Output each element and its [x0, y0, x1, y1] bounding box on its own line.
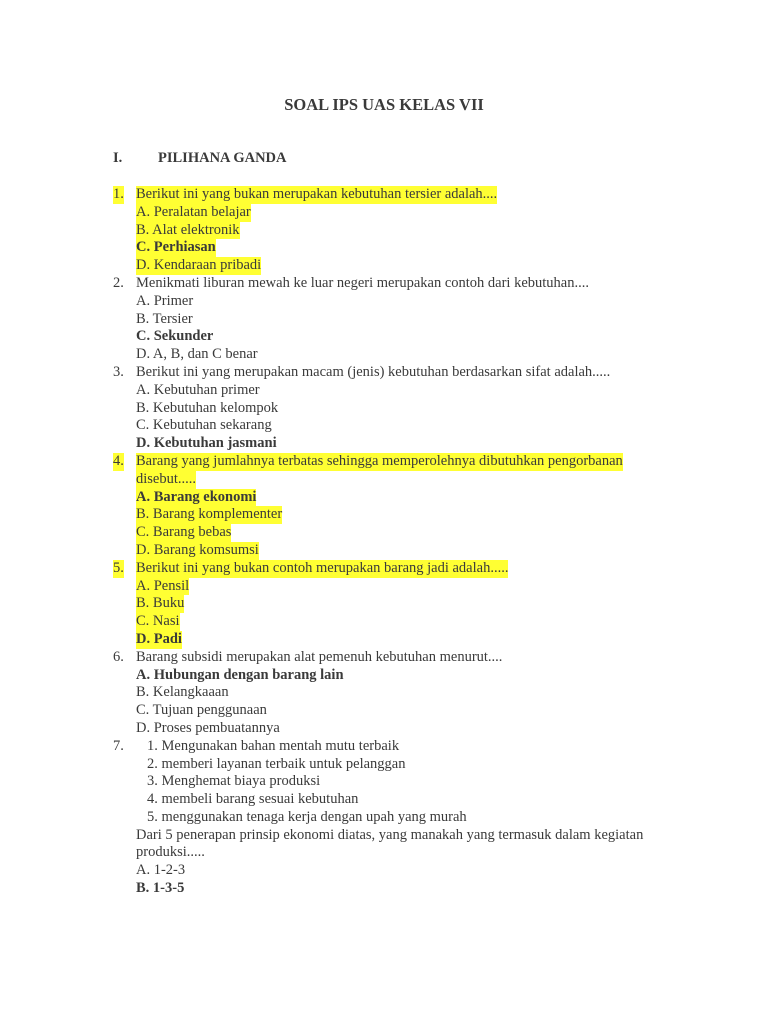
question-3 [113, 364, 673, 382]
option-c: C. Tujuan penggunaan [136, 702, 267, 719]
option-c: C. Kebutuhan sekarang [136, 417, 272, 434]
option-d-answer: D. Kebutuhan jasmani [136, 435, 277, 452]
option-b: B. Tersier [136, 310, 193, 327]
question-text-continued: disebut..... [136, 470, 197, 487]
question-4 [113, 453, 673, 471]
option-c: C. Nasi [136, 613, 180, 630]
question-number: 7. [113, 737, 124, 754]
option-b: B. Barang komplementer [136, 506, 283, 523]
document-title: SOAL IPS UAS KELAS VII [284, 95, 484, 114]
section-heading [113, 150, 287, 167]
option-a: A. 1-2-3 [136, 862, 186, 879]
sub-item-1: 1. Mengunakan bahan mentah mutu terbaik [147, 737, 400, 754]
section-label: PILIHANA GANDA [158, 150, 287, 166]
option-a: A. Primer [136, 292, 194, 309]
option-d: D. Kendaraan pribadi [136, 257, 262, 274]
question-5 [113, 560, 673, 578]
question-7 [113, 738, 673, 756]
option-a-answer: A. Hubungan dengan barang lain [136, 666, 344, 683]
option-b: B. Alat elektronik [136, 221, 240, 238]
option-c-answer: C. Sekunder [136, 328, 214, 345]
question-text: Dari 5 penerapan prinsip ekonomi diatas, yang manakah yang termasuk dalam kegiatan [136, 826, 644, 843]
sub-item-5: 5. menggunakan tenaga kerja dengan upah yang murah [147, 808, 467, 825]
question-number: 4. [113, 452, 124, 469]
option-a-answer: A. Barang ekonomi [136, 488, 257, 505]
option-b-answer: B. 1-3-5 [136, 880, 185, 897]
option-a: A. Pensil [136, 577, 190, 594]
question-number: 6. [113, 648, 124, 665]
sub-item-2: 2. memberi layanan terbaik untuk pelanggan [147, 755, 406, 772]
section-number: I. [113, 150, 123, 166]
question-1 [113, 186, 673, 204]
question-text: Menikmati liburan mewah ke luar negeri merupakan contoh dari kebutuhan.... [136, 274, 589, 291]
option-d-answer: D. Padi [136, 630, 182, 647]
option-d: D. Proses pembuatannya [136, 719, 280, 736]
question-text: Berikut ini yang merupakan macam (jenis) kebutuhan berdasarkan sifat adalah..... [136, 363, 611, 380]
question-text-continued: produksi..... [136, 844, 205, 861]
question-text: Barang yang jumlahnya terbatas sehingga memperolehnya dibutuhkan pengorbanan [136, 452, 623, 469]
question-text: Berikut ini yang bukan merupakan kebutuhan tersier adalah.... [136, 186, 498, 202]
option-d: D. Barang komsumsi [136, 541, 259, 558]
option-a: A. Peralatan belajar [136, 203, 251, 220]
question-2 [113, 275, 673, 293]
option-c-answer: C. Perhiasan [136, 239, 216, 256]
option-b: B. Buku [136, 595, 185, 612]
option-c: C. Barang bebas [136, 524, 232, 541]
question-text: Berikut ini yang bukan contoh merupakan barang jadi adalah..... [136, 559, 509, 576]
option-b: B. Kelangkaaan [136, 684, 229, 701]
question-number: 3. [113, 363, 124, 380]
question-text: Barang subsidi merupakan alat pemenuh kebutuhan menurut.... [136, 648, 503, 665]
question-6 [113, 649, 673, 667]
option-d: D. A, B, dan C benar [136, 346, 258, 363]
sub-item-3: 3. Menghemat biaya produksi [147, 773, 321, 790]
sub-item-4: 4. membeli barang sesuai kebutuhan [147, 791, 359, 808]
question-number: 5. [113, 559, 124, 576]
question-list [113, 186, 673, 898]
question-number: 1. [113, 186, 124, 202]
option-a: A. Kebutuhan primer [136, 381, 260, 398]
question-number: 2. [113, 274, 124, 291]
option-b: B. Kebutuhan kelompok [136, 399, 279, 416]
